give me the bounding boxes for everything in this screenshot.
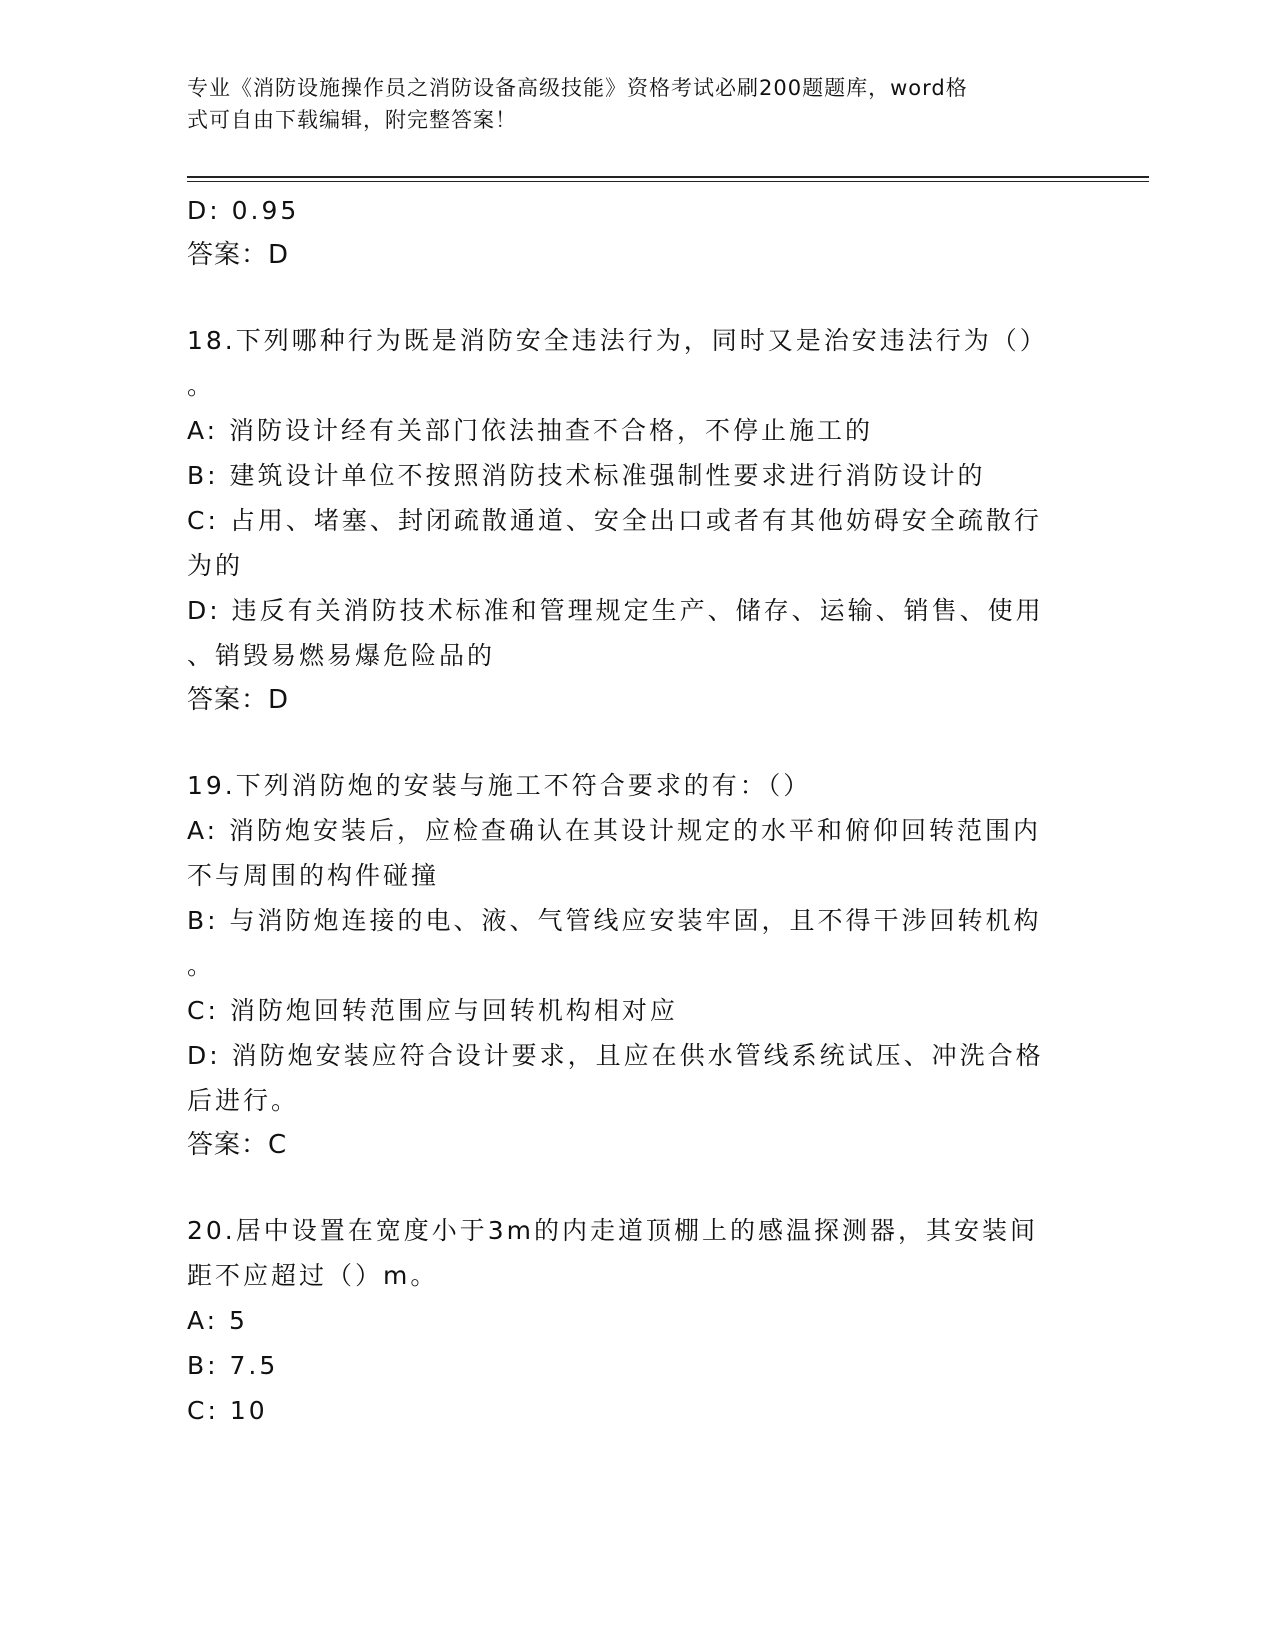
question-19	[187, 763, 1067, 1168]
q18-option-b: B: 建筑设计单位不按照消防技术标准强制性要求进行消防设计的	[187, 461, 986, 490]
header-divider	[187, 176, 1149, 182]
q19-option-b-line-1: B: 与消防炮连接的电、液、气管线应安装牢固，且不得干涉回转机构	[187, 906, 1042, 935]
q20-stem-line-1: 20.居中设置在宽度小于3m的内走道顶棚上的感温探测器，其安装间	[187, 1216, 1039, 1245]
q18-answer: 答案：D	[187, 685, 290, 715]
q18-option-d-line-2: 、销毁易燃易爆危险品的	[187, 641, 496, 670]
q19-option-b-line-2: 。	[187, 951, 216, 980]
document-body	[187, 188, 1067, 1433]
q19-option-d-line-2: 后进行。	[187, 1086, 300, 1115]
q18-option-c-line-1: C: 占用、堵塞、封闭疏散通道、安全出口或者有其他妨碍安全疏散行	[187, 506, 1042, 535]
q19-option-a-line-1: A: 消防炮安装后，应检查确认在其设计规定的水平和俯仰回转范围内	[187, 816, 1042, 845]
document-header	[187, 72, 1067, 136]
q18-option-a: A: 消防设计经有关部门依法抽查不合格，不停止施工的	[187, 416, 874, 445]
q18-stem-line-2: 。	[187, 371, 216, 400]
q19-answer: 答案：C	[187, 1130, 288, 1160]
q17-answer: 答案：D	[187, 240, 290, 270]
q19-option-c: C: 消防炮回转范围应与回转机构相对应	[187, 996, 678, 1025]
q18-option-c-line-2: 为的	[187, 551, 244, 580]
q19-stem: 19.下列消防炮的安装与施工不符合要求的有：（）	[187, 771, 812, 800]
q20-option-a: A: 5	[187, 1306, 248, 1335]
q20-option-c: C: 10	[187, 1396, 268, 1425]
q19-option-a-line-2: 不与周围的构件碰撞	[187, 861, 440, 890]
question-17-tail	[187, 188, 1067, 278]
question-18	[187, 318, 1067, 723]
header-line-1: 专业《消防设施操作员之消防设备高级技能》资格考试必刷200题题库，word格	[187, 76, 968, 100]
q20-option-b: B: 7.5	[187, 1351, 279, 1380]
question-20	[187, 1208, 1067, 1433]
q18-stem-line-1: 18.下列哪种行为既是消防安全违法行为，同时又是治安违法行为（）	[187, 326, 1048, 355]
q18-option-d-line-1: D: 违反有关消防技术标准和管理规定生产、储存、运输、销售、使用	[187, 596, 1044, 625]
q20-stem-line-2: 距不应超过（）m。	[187, 1261, 439, 1290]
header-line-2: 式可自由下载编辑，附完整答案！	[187, 108, 517, 132]
q17-option-d: D: 0.95	[187, 196, 300, 225]
q19-option-d-line-1: D: 消防炮安装应符合设计要求，且应在供水管线系统试压、冲洗合格	[187, 1041, 1044, 1070]
